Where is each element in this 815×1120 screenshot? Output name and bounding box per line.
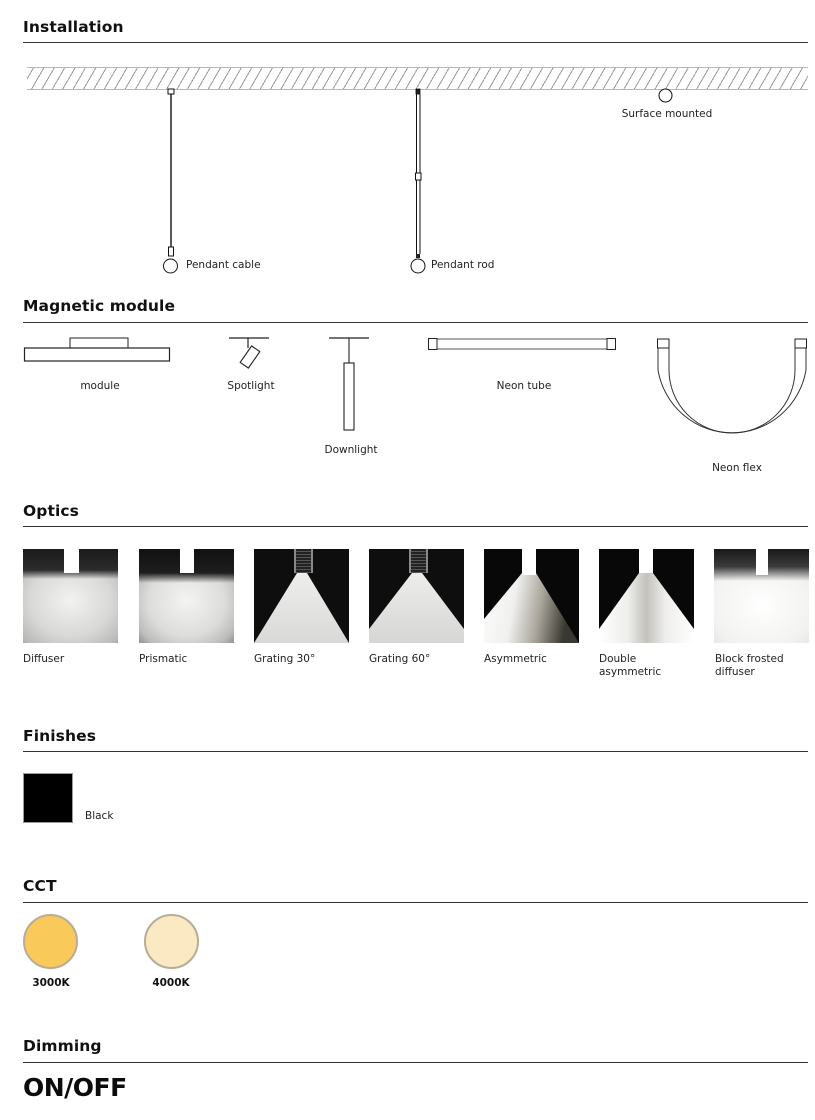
optic-label-diffuser: Diffuser [23,653,65,665]
dimming-heading: Dimming [23,1037,102,1055]
cct-label-4000k: 4000K [152,977,190,989]
cct-swatch-4000k [144,914,199,969]
optic-label-line: diffuser [715,666,755,678]
optic-label-double-asymmetric [599,653,661,679]
module-label: module [80,380,120,392]
optic-label-block-frosted-diffuser [715,653,784,679]
optic-label-line: Double [599,653,637,665]
magnetic-module-heading: Magnetic module [23,297,176,315]
neon-flex-label: Neon flex [712,462,762,474]
installation-heading: Installation [23,18,124,36]
finish-label-black: Black [85,810,114,822]
cct-divider [23,902,808,903]
cct-label-3000k: 3000K [32,977,70,989]
optic-label-prismatic: Prismatic [139,653,188,665]
neon-flex-icon [0,0,815,500]
optics-heading: Optics [23,502,80,520]
optic-image-grating-60 [369,549,464,643]
optic-image-asymmetric [484,549,579,643]
optics-divider [23,526,808,527]
optic-label-grating-30: Grating 30° [254,653,316,665]
pendant-cable-label: Pendant cable [186,259,261,271]
neon-tube-label: Neon tube [496,380,552,392]
optic-image-block-frosted-diffuser [714,549,809,643]
optic-label-line: Block frosted [715,653,784,665]
surface-mounted-label: Surface mounted [621,108,713,120]
optic-image-diffuser [23,549,118,643]
spotlight-label: Spotlight [227,380,275,392]
finish-swatch-black [23,773,73,823]
dimming-divider [23,1062,808,1063]
optic-image-grating-30 [254,549,349,643]
finishes-heading: Finishes [23,727,97,745]
optic-image-double-asymmetric [599,549,694,643]
optic-label-line: asymmetric [599,666,662,678]
optic-image-prismatic [139,549,234,643]
finishes-divider [23,751,808,752]
downlight-label: Downlight [324,444,378,456]
cct-swatch-3000k [23,914,78,969]
dimming-value: ON/OFF [23,1073,127,1102]
pendant-rod-label: Pendant rod [431,259,495,271]
cct-heading: CCT [23,877,57,895]
optic-label-asymmetric: Asymmetric [484,653,547,665]
optic-label-grating-60: Grating 60° [369,653,431,665]
